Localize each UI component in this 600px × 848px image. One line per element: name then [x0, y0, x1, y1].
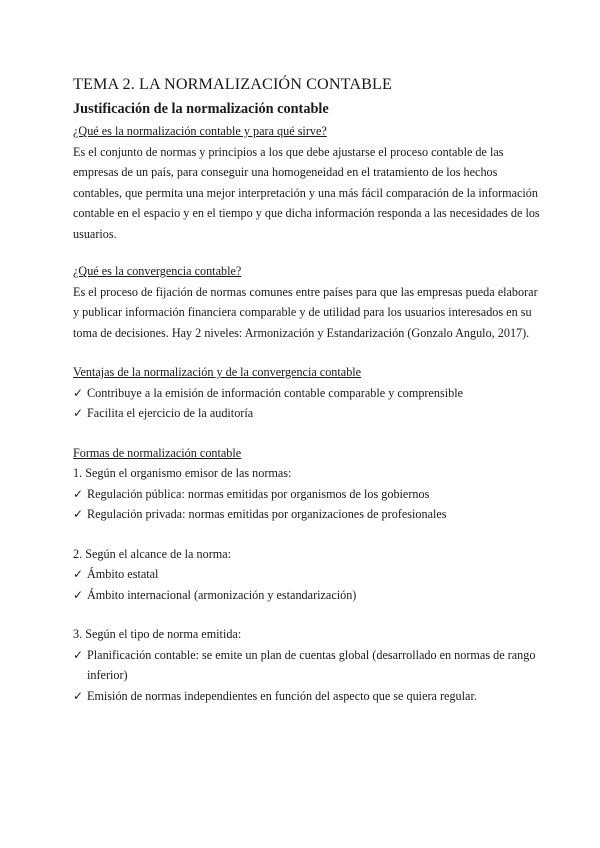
list-item	[73, 383, 543, 404]
question-heading-convergencia: ¿Qué es la convergencia contable?	[73, 264, 242, 278]
ventajas-heading: Ventajas de la normalización y de la convergencia contable	[73, 365, 362, 379]
checkmark-icon: ✓	[73, 647, 84, 662]
list-item	[73, 504, 543, 525]
question-heading-normalizacion: ¿Qué es la normalización contable y para qué sirve?	[73, 124, 327, 138]
list-item	[73, 403, 543, 424]
page-title: TEMA 2. LA NORMALIZACIÓN CONTABLE	[73, 75, 392, 93]
answer-convergencia: Es el proceso de fijación de normas comunes entre países para que las empresas pueda elaborar y publicar información financiera comparable y de utilidad para los usuarios interesados en su toma de decisiones. Hay 2 niveles: Armonización y Estandarización (Gonzalo Angulo, 2017).	[73, 284, 538, 340]
list-item-text: Ámbito internacional (armonización y estandarización)	[87, 587, 357, 602]
list-item-text: Facilita el ejercicio de la auditoría	[87, 406, 254, 420]
list-item-text: Regulación privada: normas emitidas por organizaciones de profesionales	[87, 507, 447, 521]
forma-1-heading: 1. Según el organismo emisor de las normas:	[73, 466, 292, 480]
section-subtitle: Justificación de la normalización contable	[73, 101, 329, 117]
list-item	[73, 645, 543, 686]
checkmark-icon: ✓	[73, 486, 84, 501]
checkmark-icon: ✓	[73, 507, 84, 521]
checkmark-icon: ✓	[73, 567, 84, 581]
list-item-text: Planificación contable: se emite un plan de cuentas global (desarrollado en normas de rango inferior)	[87, 647, 536, 682]
forma-2-heading: 2. Según el alcance de la norma:	[73, 546, 232, 561]
list-item	[73, 686, 543, 707]
list-item-text: Ámbito estatal	[87, 567, 159, 581]
list-item	[73, 484, 543, 505]
checkmark-icon: ✓	[73, 385, 84, 400]
checkmark-icon: ✓	[73, 688, 84, 703]
formas-heading: Formas de normalización contable	[73, 445, 242, 460]
checkmark-icon: ✓	[73, 587, 84, 602]
document-content	[73, 74, 543, 706]
list-item-text: Regulación pública: normas emitidas por organismos de los gobiernos	[87, 486, 430, 501]
list-item-text: Contribuye a la emisión de información contable comparable y comprensible	[87, 385, 463, 400]
checkmark-icon: ✓	[73, 406, 84, 420]
forma-3-heading: 3. Según el tipo de norma emitida:	[73, 627, 242, 641]
list-item-text: Emisión de normas independientes en función del aspecto que se quiera regular.	[87, 688, 477, 703]
list-item	[73, 585, 543, 606]
list-item	[73, 564, 543, 585]
answer-normalizacion: Es el conjunto de normas y principios a los que debe ajustarse el proceso contable de las empresas de un país, para conseguir una homogeneidad en el tratamiento de los hechos contables, que permita una mejor interpretación y una más fácil comparación de la información contable en el espacio y en el tiempo y que dicha información responda a las necesidades de los usuarios.	[73, 144, 540, 241]
